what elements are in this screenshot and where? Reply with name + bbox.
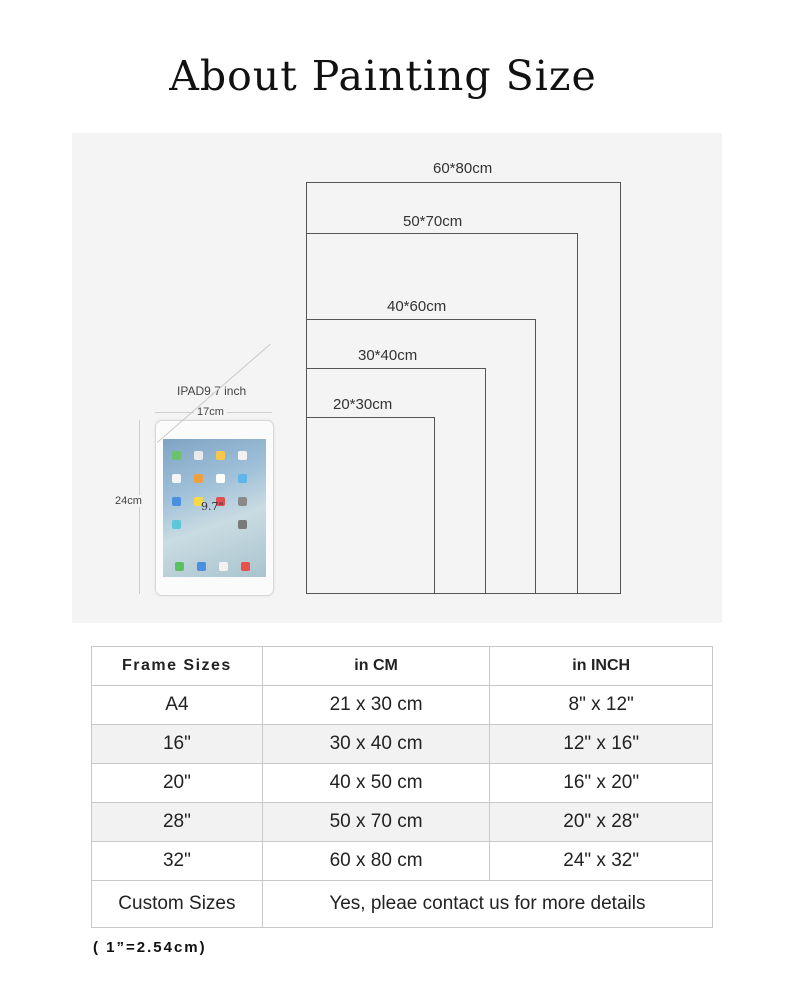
app-icon (172, 451, 181, 460)
ipad-diagonal-label: 9.7" (201, 500, 224, 513)
ipad-width-label: 17cm (194, 406, 227, 418)
cell-inch: 12" x 16" (490, 725, 713, 764)
cell-cm: 21 x 30 cm (262, 686, 490, 725)
app-icon (216, 474, 225, 483)
app-icon (238, 497, 247, 506)
cell-cm: 40 x 50 cm (262, 764, 490, 803)
table-row (92, 842, 713, 881)
table-header-row (92, 647, 713, 686)
ipad-height-label: 24cm (115, 495, 142, 507)
cell-inch: 8" x 12" (490, 686, 713, 725)
size-table (91, 646, 713, 928)
cell-cm: 60 x 80 cm (262, 842, 490, 881)
height-dimension-line (139, 420, 140, 594)
dock-icon (241, 562, 250, 571)
frame-label-50x70: 50*70cm (403, 213, 463, 230)
custom-sizes-text: Yes, pleae contact us for more details (262, 881, 712, 928)
ipad-title: IPAD9.7 inch (177, 384, 247, 398)
frame-label-20x30: 20*30cm (333, 396, 393, 413)
frame-label-60x80: 60*80cm (433, 160, 493, 177)
cell-cm: 50 x 70 cm (262, 803, 490, 842)
dock-icon (197, 562, 206, 571)
dock-icon (175, 562, 184, 571)
cell-inch: 16" x 20" (490, 764, 713, 803)
frame-20x30 (306, 417, 435, 594)
custom-sizes-row (92, 881, 713, 928)
frame-label-40x60: 40*60cm (387, 298, 447, 315)
header-frame-sizes: Frame Sizes (92, 647, 263, 686)
app-icon (194, 451, 203, 460)
app-icon (238, 520, 247, 529)
cell-frame-size: 20" (92, 764, 263, 803)
cell-inch: 20" x 28" (490, 803, 713, 842)
app-icon (172, 520, 181, 529)
header-in-cm: in CM (262, 647, 490, 686)
cell-frame-size: 16" (92, 725, 263, 764)
custom-sizes-label: Custom Sizes (92, 881, 263, 928)
app-icon (238, 451, 247, 460)
cell-inch: 24" x 32" (490, 842, 713, 881)
table-row (92, 803, 713, 842)
frame-label-30x40: 30*40cm (358, 347, 418, 364)
app-icon (172, 474, 181, 483)
header-in-inch: in INCH (490, 647, 713, 686)
ipad-illustration (155, 420, 274, 596)
app-icon (172, 497, 181, 506)
app-icon (238, 474, 247, 483)
cell-frame-size: 28" (92, 803, 263, 842)
dock-icon (219, 562, 228, 571)
cell-frame-size: A4 (92, 686, 263, 725)
table-row (92, 686, 713, 725)
cell-cm: 30 x 40 cm (262, 725, 490, 764)
conversion-footnote: ( 1”=2.54cm) (93, 939, 207, 956)
app-icon (194, 474, 203, 483)
page-title: About Painting Size (169, 52, 597, 100)
table-row (92, 764, 713, 803)
app-icon (216, 451, 225, 460)
cell-frame-size: 32" (92, 842, 263, 881)
table-row (92, 725, 713, 764)
